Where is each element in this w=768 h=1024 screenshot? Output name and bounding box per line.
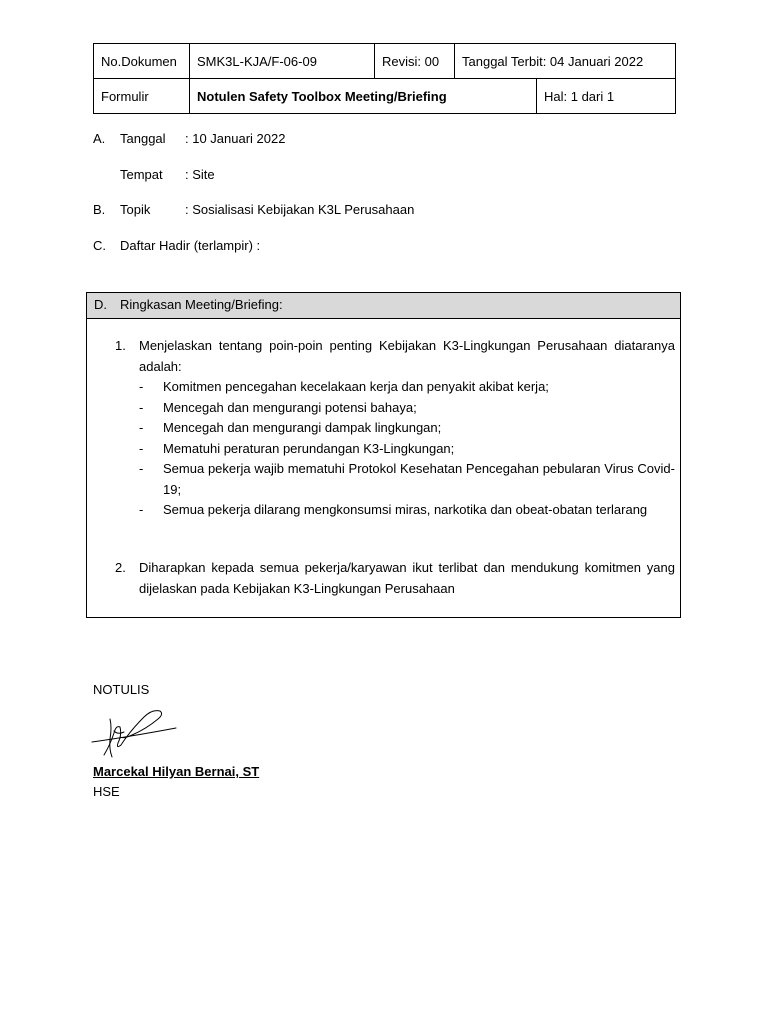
form-title: Notulen Safety Toolbox Meeting/Briefing [190,79,537,114]
form-label: Formulir [94,79,190,114]
meeting-summary-box [86,292,681,618]
date-label: Tanggal [120,131,166,146]
summary-title: Ringkasan Meeting/Briefing: [120,297,283,312]
place-value: : Site [185,167,215,182]
doc-number-value: SMK3L-KJA/F-06-09 [190,44,375,79]
doc-number-label: No.Dokumen [94,44,190,79]
section-c-letter: C. [93,238,106,253]
summary-header [87,293,680,319]
section-a-letter: A. [93,131,106,146]
bullet-item: - Komitmen pencegahan kecelakaan kerja dan penyakit akibat kerja; [139,379,549,394]
document-header-table [93,43,676,114]
bullet-list [139,377,675,521]
date-value: : 10 Januari 2022 [185,131,286,146]
topic-value: : Sosialisasi Kebijakan K3L Perusahaan [185,202,415,217]
page-number: Hal: 1 dari 1 [537,79,676,114]
item-number: 1. [115,338,126,353]
handwritten-signature [88,705,183,765]
section-b-letter: B. [93,202,106,217]
item-text: Diharapkan kepada semua pekerja/karyawan ikut terlibat dan mendukung komitmen yang dijelaskan pada Kebijakan K3-Lingkungan Perusahaan [139,560,675,596]
place-label: Tempat [120,167,163,182]
signatory-name: Marcekal Hilyan Bernai, ST [93,764,260,779]
item-text: Menjelaskan tentang poin-poin penting Kebijakan K3-Lingkungan Perusahaan diataranya adalah: [139,338,675,374]
revision: Revisi: 00 [375,44,455,79]
bullet-item: - Semua pekerja wajib mematuhi Protokol Kesehatan Pencegahan pebularan Virus Covid-19; [139,461,675,497]
bullet-item: - Mencegah dan mengurangi dampak lingkungan; [139,420,442,435]
bullet-item: - Mematuhi peraturan perundangan K3-Lingkungan; [139,440,455,456]
topic-label: Topik [120,202,151,217]
bullet-item: - Semua pekerja dilarang mengkonsumsi miras, narkotika dan obeat-obatan terlarang [139,502,648,517]
attendance-label: Daftar Hadir (terlampir) : [120,238,261,253]
notulis-label: NOTULIS [93,682,150,697]
section-d-letter: D. [94,297,107,312]
signatory-role: HSE [93,784,120,799]
issue-date: Tanggal Terbit: 04 Januari 2022 [455,44,676,79]
item-number: 2. [115,560,126,575]
bullet-item: - Mencegah dan mengurangi potensi bahaya; [139,399,417,415]
